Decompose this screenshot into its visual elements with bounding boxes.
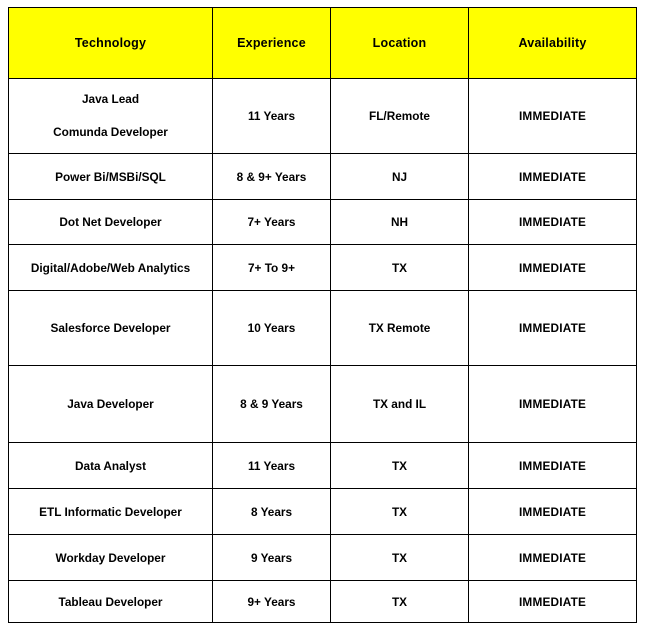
column-header-technology[interactable]: Technology [9, 8, 213, 79]
cell-technology[interactable]: Digital/Adobe/Web Analytics [9, 245, 213, 291]
cell-availability[interactable]: IMMEDIATE [469, 535, 637, 581]
table-row [9, 581, 637, 623]
table-row [9, 443, 637, 489]
cell-location[interactable]: NJ [331, 154, 469, 200]
cell-technology[interactable]: Java Developer [9, 366, 213, 443]
cell-technology[interactable]: ETL Informatic Developer [9, 489, 213, 535]
table-row [9, 154, 637, 200]
cell-location[interactable]: TX and IL [331, 366, 469, 443]
cell-technology-line1: Java Lead [81, 92, 140, 106]
cell-technology[interactable]: Power Bi/MSBi/SQL [9, 154, 213, 200]
table-row [9, 79, 637, 154]
cell-availability[interactable]: IMMEDIATE [469, 581, 637, 623]
cell-location[interactable]: TX Remote [331, 291, 469, 366]
cell-location[interactable]: NH [331, 200, 469, 245]
cell-technology[interactable]: Dot Net Developer [9, 200, 213, 245]
table-row [9, 200, 637, 245]
table-body [9, 79, 637, 623]
table-header-row [9, 8, 637, 79]
cell-technology[interactable]: Workday Developer [9, 535, 213, 581]
cell-experience[interactable]: 7+ Years [213, 200, 331, 245]
cell-availability[interactable]: IMMEDIATE [469, 489, 637, 535]
cell-experience[interactable]: 10 Years [213, 291, 331, 366]
table-row [9, 291, 637, 366]
cell-availability[interactable]: IMMEDIATE [469, 443, 637, 489]
cell-location[interactable]: FL/Remote [331, 79, 469, 154]
cell-location[interactable]: TX [331, 245, 469, 291]
column-header-availability[interactable]: Availability [469, 8, 637, 79]
cell-technology[interactable]: Tableau Developer [9, 581, 213, 623]
cell-experience[interactable]: 8 & 9 Years [213, 366, 331, 443]
cell-experience[interactable]: 9+ Years [213, 581, 331, 623]
cell-availability[interactable]: IMMEDIATE [469, 200, 637, 245]
cell-availability[interactable]: IMMEDIATE [469, 79, 637, 154]
cell-technology[interactable]: Salesforce Developer [9, 291, 213, 366]
cell-experience[interactable]: 7+ To 9+ [213, 245, 331, 291]
cell-experience[interactable]: 11 Years [213, 79, 331, 154]
cell-experience[interactable]: 8 & 9+ Years [213, 154, 331, 200]
cell-location[interactable]: TX [331, 489, 469, 535]
table-row [9, 245, 637, 291]
cell-experience[interactable]: 8 Years [213, 489, 331, 535]
cell-availability[interactable]: IMMEDIATE [469, 366, 637, 443]
cell-availability[interactable]: IMMEDIATE [469, 291, 637, 366]
cell-location[interactable]: TX [331, 535, 469, 581]
cell-location[interactable]: TX [331, 443, 469, 489]
column-header-location[interactable]: Location [331, 8, 469, 79]
cell-technology-line2: Comunda Developer [53, 125, 168, 139]
table-row [9, 489, 637, 535]
cell-technology[interactable] [9, 79, 213, 154]
technology-availability-table [8, 7, 637, 623]
column-header-experience[interactable]: Experience [213, 8, 331, 79]
cell-experience[interactable]: 11 Years [213, 443, 331, 489]
cell-availability[interactable]: IMMEDIATE [469, 245, 637, 291]
table-row [9, 535, 637, 581]
cell-experience[interactable]: 9 Years [213, 535, 331, 581]
cell-availability[interactable]: IMMEDIATE [469, 154, 637, 200]
cell-technology[interactable]: Data Analyst [9, 443, 213, 489]
table-row [9, 366, 637, 443]
cell-location[interactable]: TX [331, 581, 469, 623]
